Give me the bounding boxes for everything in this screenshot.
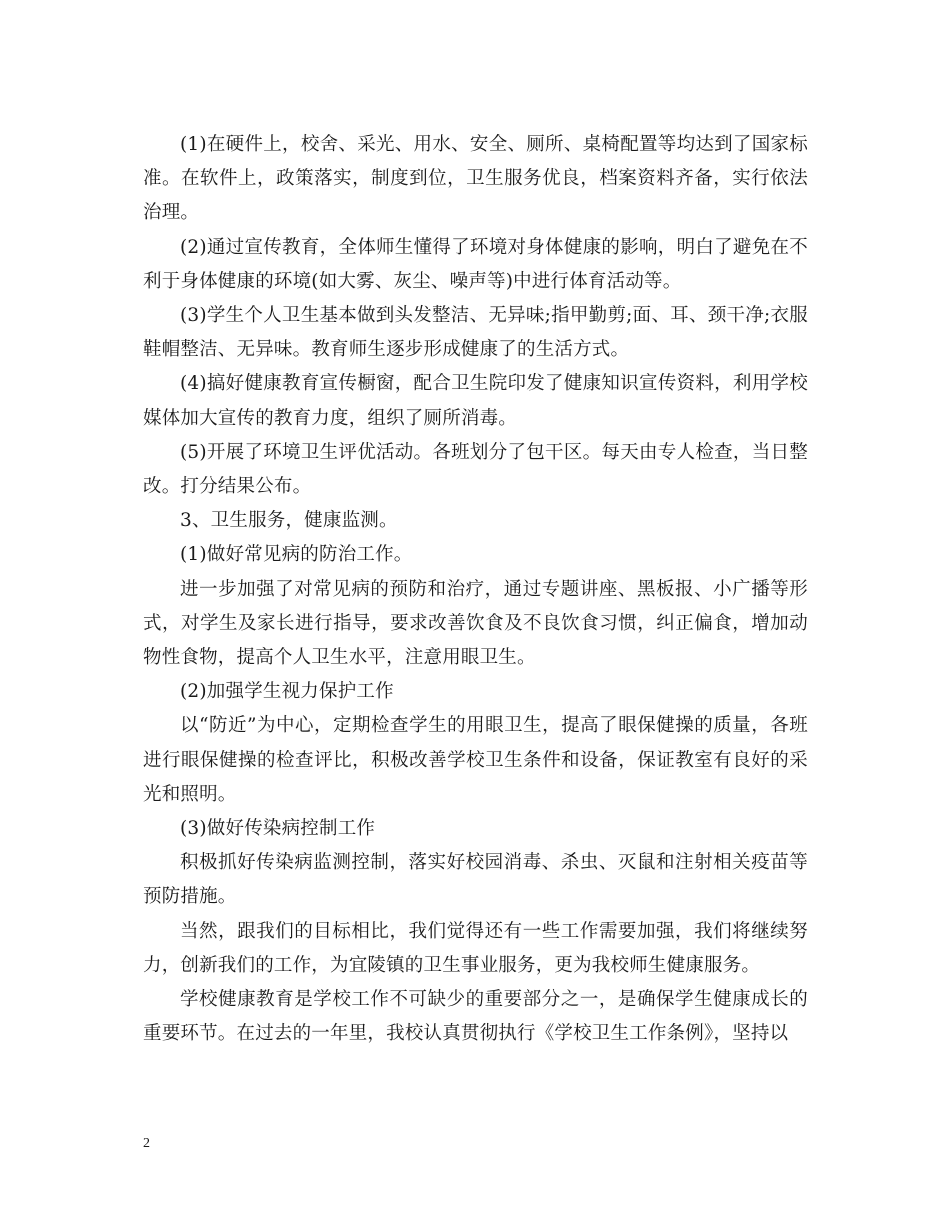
paragraph: 进一步加强了对常见病的预防和治疗，通过专题讲座、黑板报、小广播等形式，对学生及家长进行指导，要求改善饮食及不良饮食习惯，纠正偏食，增加动物性食物，提高个人卫生水平，注意用眼卫生。 <box>143 578 808 669</box>
paragraph: (1)在硬件上，校舍、采光、用水、安全、厕所、桌椅配置等均达到了国家标准。在软件上，政策落实，制度到位，卫生服务优良，档案资料齐备，实行依法治理。 <box>143 134 808 224</box>
paragraph: (4)搞好健康教育宣传橱窗，配合卫生院印发了健康知识宣传资料，利用学校媒体加大宣传的教育力度，组织了厕所消毒。 <box>143 373 808 429</box>
subsection-heading: (2)加强学生视力保护工作 <box>180 681 394 703</box>
paragraph: (2)通过宣传教育，全体师生懂得了环境对身体健康的影响，明白了避免在不利于身体健康的环境(如大雾、灰尘、噪声等)中进行体育活动等。 <box>143 236 808 292</box>
subsection-heading: (3)做好传染病控制工作 <box>180 818 376 840</box>
paragraph: 学校健康教育是学校工作不可缺少的重要部分之一，是确保学生健康成长的重要环节。在过去的一年里，我校认真贯彻执行《学校卫生工作条例》，坚持以 <box>143 989 808 1045</box>
page-number: 2 <box>143 1136 150 1151</box>
paragraph: 当然，跟我们的目标相比，我们觉得还有一些工作需要加强，我们将继续努力，创新我们的工作，为宜陵镇的卫生事业服务，更为我校师生健康服务。 <box>143 920 808 976</box>
subsection-heading: (1)做好常见病的防治工作。 <box>180 544 413 566</box>
section-heading: 3、卫生服务，健康监测。 <box>180 510 398 532</box>
paragraph: (5)开展了环境卫生评优活动。各班划分了包干区。每天由专人检查，当日整改。打分结果公布。 <box>143 441 808 498</box>
paragraph: 积极抓好传染病监测控制，落实好校园消毒、杀虫、灭鼠和注射相关疫苗等预防措施。 <box>143 852 808 908</box>
document-body <box>143 128 808 1051</box>
paragraph: 以“防近”为中心，定期检查学生的用眼卫生，提高了眼保健操的质量，各班进行眼保健操的检查评比，积极改善学校卫生条件和设备，保证教室有良好的采光和照明。 <box>143 715 808 805</box>
paragraph: (3)学生个人卫生基本做到头发整洁、无异味;指甲勤剪;面、耳、颈干净;衣服鞋帽整洁、无异味。教育师生逐步形成健康了的生活方式。 <box>143 305 808 361</box>
